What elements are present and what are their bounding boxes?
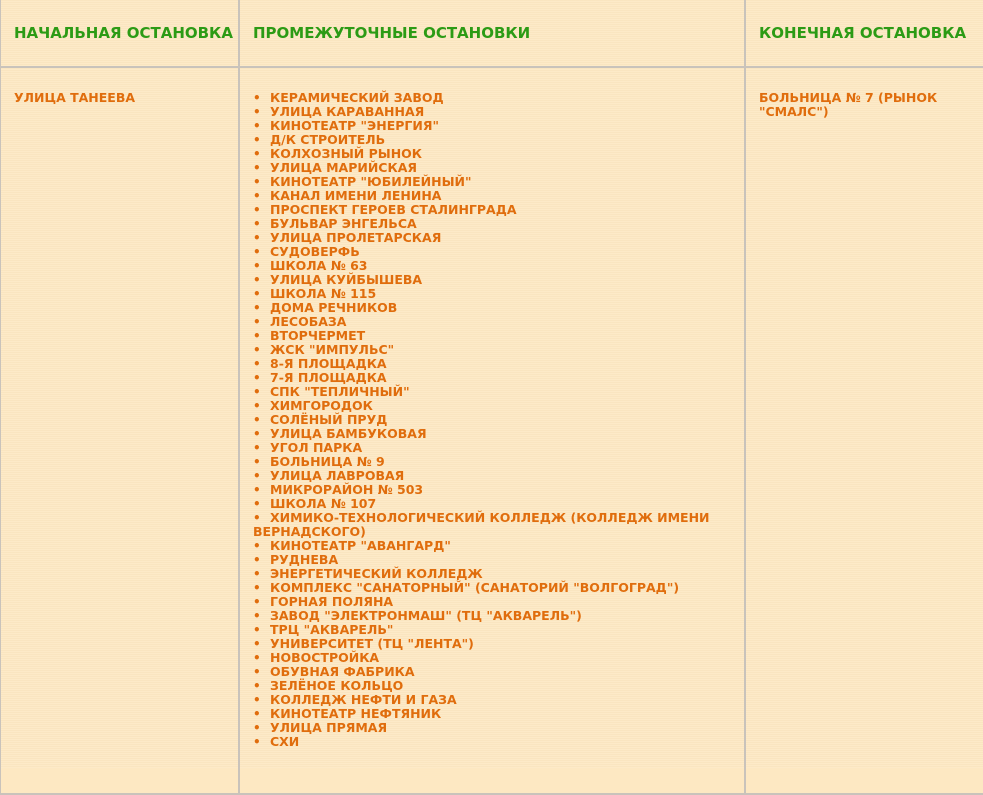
- bullet-icon: •: [253, 469, 261, 483]
- bullet-icon: •: [253, 665, 261, 679]
- bullet-icon: •: [253, 441, 261, 455]
- stop-name: РУДНЕВА: [270, 552, 339, 567]
- stop-list-item: [253, 357, 736, 371]
- stop-name: ШКОЛА № 107: [270, 496, 377, 511]
- stop-list-item: [253, 721, 736, 735]
- bullet-icon: •: [253, 581, 261, 595]
- bullet-icon: •: [253, 553, 261, 567]
- stop-name: КАНАЛ ИМЕНИ ЛЕНИНА: [270, 188, 442, 203]
- bullet-icon: •: [253, 567, 261, 581]
- start-stop-cell: [0, 67, 239, 794]
- bullet-icon: •: [253, 735, 261, 749]
- bullet-icon: •: [253, 385, 261, 399]
- bullet-icon: •: [253, 287, 261, 301]
- bullet-icon: •: [253, 539, 261, 553]
- stop-list-item: [253, 203, 736, 217]
- stop-name: ХИМГОРОДОК: [270, 398, 373, 413]
- stop-list-item: [253, 441, 736, 455]
- stop-name: ШКОЛА № 63: [270, 258, 368, 273]
- stop-list-item: [253, 343, 736, 357]
- bullet-icon: •: [253, 329, 261, 343]
- bullet-icon: •: [253, 147, 261, 161]
- stop-name: ПРОСПЕКТ ГЕРОЕВ СТАЛИНГРАДА: [270, 202, 517, 217]
- stop-list-item: [253, 735, 736, 749]
- stop-name: ТРЦ "АКВАРЕЛЬ": [270, 622, 394, 637]
- bullet-icon: •: [253, 455, 261, 469]
- bullet-icon: •: [253, 259, 261, 273]
- stop-name: СОЛЁНЫЙ ПРУД: [270, 412, 388, 427]
- stop-name: УЛИЦА БАМБУКОВАЯ: [270, 426, 427, 441]
- stop-list-item: [253, 427, 736, 441]
- stop-name: УЛИЦА ПРОЛЕТАРСКАЯ: [270, 230, 442, 245]
- bullet-icon: •: [253, 413, 261, 427]
- stop-name: 7-Я ПЛОЩАДКА: [270, 370, 387, 385]
- stop-list-item: [253, 511, 736, 539]
- stop-list-item: [253, 133, 736, 147]
- stop-name: ЗЕЛЁНОЕ КОЛЬЦО: [270, 678, 404, 693]
- stop-name: УЛИЦА ЛАВРОВАЯ: [270, 468, 405, 483]
- stop-name: ЖСК "ИМПУЛЬС": [270, 342, 395, 357]
- stop-list-item: [253, 665, 736, 679]
- bullet-icon: •: [253, 511, 261, 525]
- stop-list-item: [253, 553, 736, 567]
- stop-name: Д/К СТРОИТЕЛЬ: [270, 132, 386, 147]
- bullet-icon: •: [253, 231, 261, 245]
- stop-list-item: [253, 679, 736, 693]
- stop-list-item: [253, 273, 736, 287]
- stop-list-item: [253, 399, 736, 413]
- bullet-icon: •: [253, 343, 261, 357]
- route-row: [0, 67, 983, 794]
- stop-list-item: [253, 385, 736, 399]
- stop-list-item: [253, 315, 736, 329]
- bullet-icon: •: [253, 301, 261, 315]
- bullet-icon: •: [253, 119, 261, 133]
- stop-name: КИНОТЕАТР НЕФТЯНИК: [270, 706, 442, 721]
- stop-list-item: [253, 693, 736, 707]
- bullet-icon: •: [253, 217, 261, 231]
- stop-list-item: [253, 609, 736, 623]
- bullet-icon: •: [253, 483, 261, 497]
- bullet-icon: •: [253, 651, 261, 665]
- start-stop-name: УЛИЦА ТАНЕЕВА: [14, 90, 136, 105]
- stop-name: УЛИЦА ПРЯМАЯ: [270, 720, 388, 735]
- bullet-icon: •: [253, 595, 261, 609]
- bullet-icon: •: [253, 609, 261, 623]
- stop-list-item: [253, 161, 736, 175]
- bullet-icon: •: [253, 273, 261, 287]
- stop-name: ГОРНАЯ ПОЛЯНА: [270, 594, 394, 609]
- bullet-icon: •: [253, 721, 261, 735]
- stop-name: ЛЕСОБАЗА: [270, 314, 347, 329]
- stop-name: ВТОРЧЕРМЕТ: [270, 328, 366, 343]
- end-stop-name: БОЛЬНИЦА № 7 (РЫНОК "СМАЛС"): [759, 90, 938, 119]
- stop-list-item: [253, 497, 736, 511]
- stop-list-item: [253, 483, 736, 497]
- stop-list-item: [253, 595, 736, 609]
- stop-list-item: [253, 623, 736, 637]
- bullet-icon: •: [253, 357, 261, 371]
- bullet-icon: •: [253, 399, 261, 413]
- stop-list-item: [253, 651, 736, 665]
- bullet-icon: •: [253, 427, 261, 441]
- intermediate-stops-header: ПРОМЕЖУТОЧНЫЕ ОСТАНОВКИ: [239, 0, 745, 67]
- stop-name: ОБУВНАЯ ФАБРИКА: [270, 664, 415, 679]
- stop-name: УЛИЦА КУЙБЫШЕВА: [270, 272, 423, 287]
- stop-name: МИКРОРАЙОН № 503: [270, 482, 424, 497]
- bullet-icon: •: [253, 245, 261, 259]
- stop-list-item: [253, 287, 736, 301]
- stop-name: ЗАВОД "ЭЛЕКТРОНМАШ" (ТЦ "АКВАРЕЛЬ"): [270, 608, 582, 623]
- stop-name: ЭНЕРГЕТИЧЕСКИЙ КОЛЛЕДЖ: [270, 566, 483, 581]
- stop-name: СПК "ТЕПЛИЧНЫЙ": [270, 384, 410, 399]
- bullet-icon: •: [253, 175, 261, 189]
- stop-list-item: [253, 91, 736, 105]
- intermediate-stops-list: [253, 91, 736, 749]
- stop-name: СУДОВЕРФЬ: [270, 244, 360, 259]
- bullet-icon: •: [253, 693, 261, 707]
- bullet-icon: •: [253, 637, 261, 651]
- stop-name: 8-Я ПЛОЩАДКА: [270, 356, 387, 371]
- end-stop-header: КОНЕЧНАЯ ОСТАНОВКА: [745, 0, 983, 67]
- stop-list-item: [253, 581, 736, 595]
- stop-name: КЕРАМИЧЕСКИЙ ЗАВОД: [270, 90, 444, 105]
- stop-list-item: [253, 707, 736, 721]
- stop-name: УНИВЕРСИТЕТ (ТЦ "ЛЕНТА"): [270, 636, 474, 651]
- bullet-icon: •: [253, 133, 261, 147]
- stop-list-item: [253, 455, 736, 469]
- stop-list-item: [253, 259, 736, 273]
- stop-name: КОЛХОЗНЫЙ РЫНОК: [270, 146, 423, 161]
- bullet-icon: •: [253, 91, 261, 105]
- stop-name: КИНОТЕАТР "ЮБИЛЕЙНЫЙ": [270, 174, 472, 189]
- stop-name: КОЛЛЕДЖ НЕФТИ И ГАЗА: [270, 692, 457, 707]
- stop-list-item: [253, 217, 736, 231]
- bullet-icon: •: [253, 105, 261, 119]
- stop-list-item: [253, 329, 736, 343]
- start-stop-header: НАЧАЛЬНАЯ ОСТАНОВКА: [0, 0, 239, 67]
- stop-name: УЛИЦА МАРИЙСКАЯ: [270, 160, 417, 175]
- bullet-icon: •: [253, 707, 261, 721]
- bullet-icon: •: [253, 679, 261, 693]
- stop-name: КИНОТЕАТР "ЭНЕРГИЯ": [270, 118, 439, 133]
- stop-name: ДОМА РЕЧНИКОВ: [270, 300, 398, 315]
- bullet-icon: •: [253, 623, 261, 637]
- bullet-icon: •: [253, 371, 261, 385]
- stop-list-item: [253, 105, 736, 119]
- stop-list-item: [253, 301, 736, 315]
- stop-list-item: [253, 567, 736, 581]
- stop-list-item: [253, 245, 736, 259]
- stop-list-item: [253, 175, 736, 189]
- stop-name: ХИМИКО-ТЕХНОЛОГИЧЕСКИЙ КОЛЛЕДЖ (КОЛЛЕДЖ ИМЕНИ ВЕРНАДСКОГО): [253, 510, 710, 539]
- stop-list-item: [253, 371, 736, 385]
- bullet-icon: •: [253, 161, 261, 175]
- stop-list-item: [253, 119, 736, 133]
- stop-list-item: [253, 231, 736, 245]
- header-row: [0, 0, 983, 67]
- stop-name: УЛИЦА КАРАВАННАЯ: [270, 104, 425, 119]
- stop-name: БОЛЬНИЦА № 9: [270, 454, 385, 469]
- stop-name: КИНОТЕАТР "АВАНГАРД": [270, 538, 451, 553]
- end-stop-cell: [745, 67, 983, 794]
- stop-list-item: [253, 469, 736, 483]
- stop-name: УГОЛ ПАРКА: [270, 440, 363, 455]
- stop-name: ШКОЛА № 115: [270, 286, 377, 301]
- bullet-icon: •: [253, 189, 261, 203]
- stop-list-item: [253, 189, 736, 203]
- bullet-icon: •: [253, 203, 261, 217]
- stop-name: БУЛЬВАР ЭНГЕЛЬСА: [270, 216, 417, 231]
- stop-list-item: [253, 147, 736, 161]
- stop-list-item: [253, 539, 736, 553]
- stop-list-item: [253, 637, 736, 651]
- intermediate-stops-cell: [239, 67, 745, 794]
- stop-name: НОВОСТРОЙКА: [270, 650, 380, 665]
- stop-name: СХИ: [270, 734, 300, 749]
- bullet-icon: •: [253, 497, 261, 511]
- stop-name: КОМПЛЕКС "САНАТОРНЫЙ" (САНАТОРИЙ "ВОЛГОГРАД"): [270, 580, 680, 595]
- stop-list-item: [253, 413, 736, 427]
- bullet-icon: •: [253, 315, 261, 329]
